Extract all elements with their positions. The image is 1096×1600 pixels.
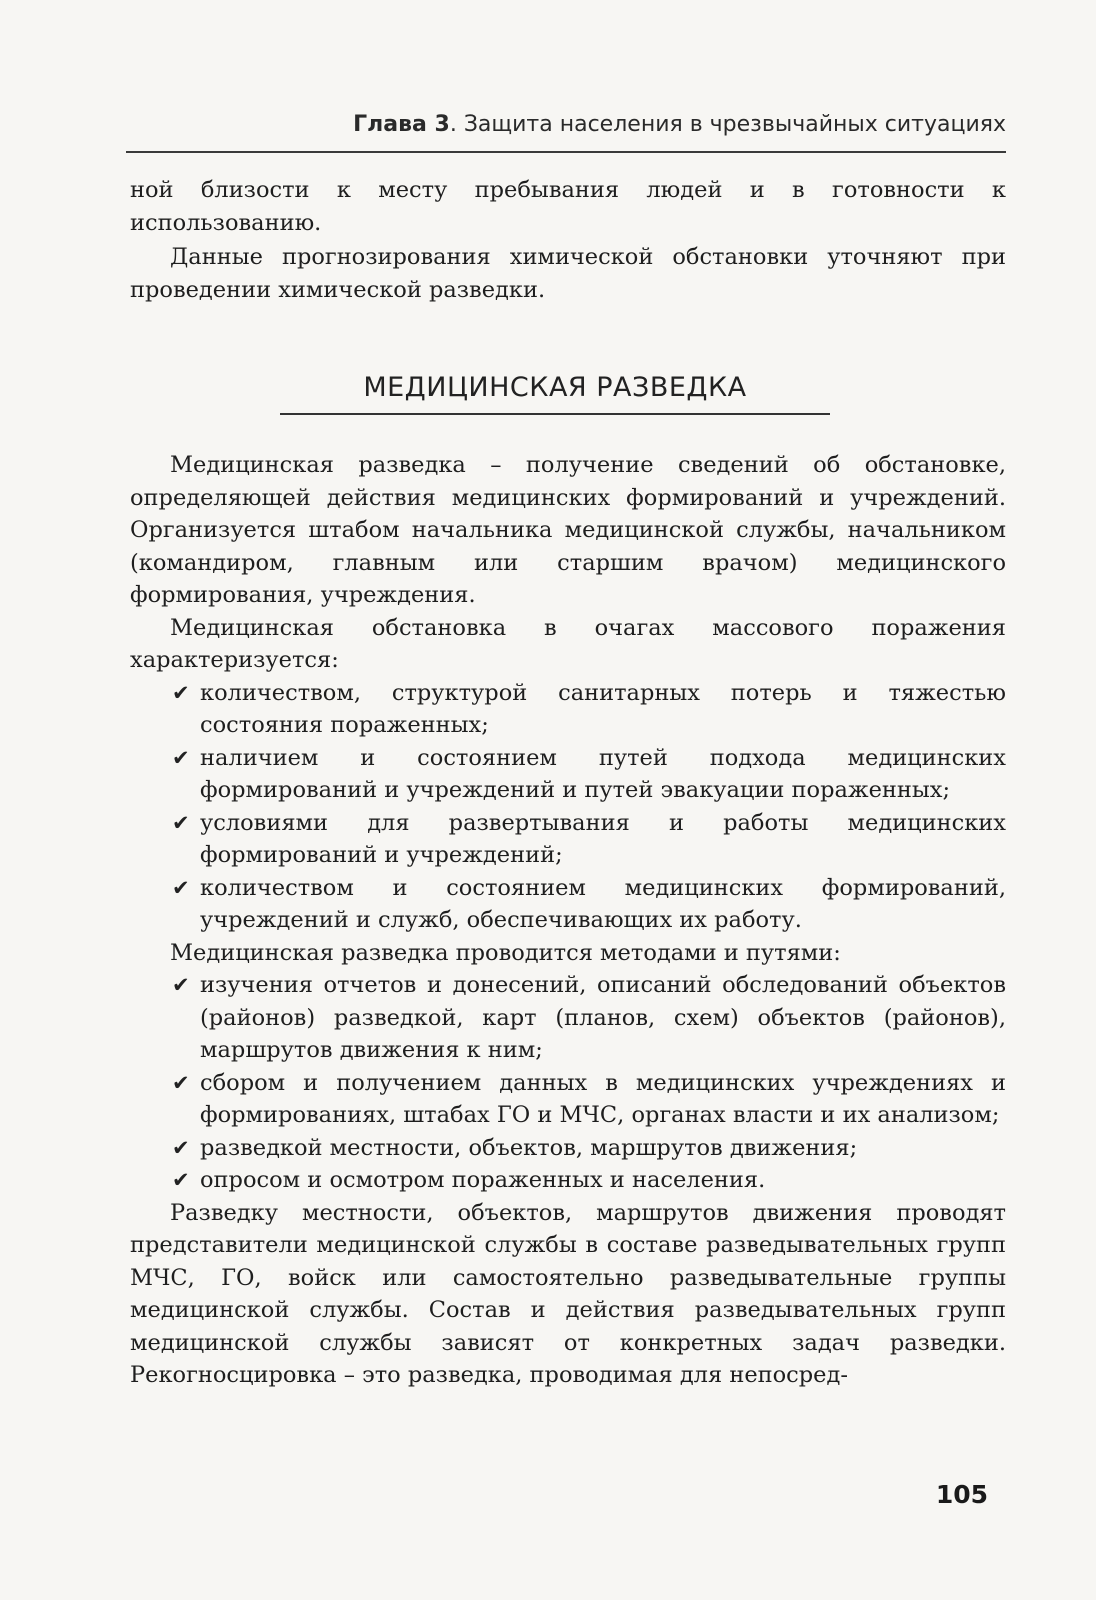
check-icon: ✔ <box>172 973 190 997</box>
list-item-text: опросом и осмотром пораженных и населения. <box>200 1167 766 1193</box>
list-item-text: количеством, структурой санитарных потерь и тяжестью состояния пораженных; <box>200 679 1006 738</box>
list-item-text: количеством и состоянием медицинских формирований, учреждений и служб, обеспечивающих их работу. <box>200 874 1006 933</box>
list-item-text: разведкой местности, объектов, маршрутов движения; <box>200 1134 858 1161</box>
intro-paragraph-2: Данные прогнозирования химической обстановки уточняют при проведении химической разведки. <box>130 244 1006 303</box>
list-item-text: наличием и состоянием путей подхода медицинских формирований и учреждений и путей эвакуации пораженных; <box>200 744 1006 803</box>
section-title-underline <box>280 413 830 415</box>
situation-lead-paragraph: Медицинская обстановка в очагах массового поражения характеризуется: <box>130 614 1006 673</box>
definition-paragraph: Медицинская разведка – получение сведений об обстановке, определяющей действия медицинских формирований и учреждений. Организуется штабом начальника медицинской службы, начальником (командиром, главным или старшим врачом) медицинского формирования, учреждения. <box>130 452 1006 608</box>
header-divider <box>126 151 1006 153</box>
list-item <box>172 872 1006 937</box>
chapter-title: . Защита населения в чрезвычайных ситуациях <box>449 112 1006 137</box>
intro-block <box>130 174 1006 306</box>
list-item <box>172 1132 1006 1165</box>
running-head <box>126 112 1006 137</box>
check-icon: ✔ <box>172 680 190 705</box>
situation-list <box>130 677 1006 937</box>
check-icon: ✔ <box>172 1135 190 1160</box>
chapter-label: Глава 3 <box>353 112 450 137</box>
list-item <box>172 742 1006 807</box>
list-item-text: условиями для развертывания и работы медицинских формирований и учреждений; <box>200 809 1006 868</box>
list-item-text: сбором и получением данных в медицинских учреждениях и формированиях, штабах ГО и МЧС, органах власти и их анализом; <box>200 1069 1006 1128</box>
page-number: 105 <box>935 1480 988 1509</box>
list-item <box>172 1067 1006 1132</box>
section-body <box>130 449 1006 1392</box>
list-item <box>172 807 1006 872</box>
check-icon: ✔ <box>172 1168 190 1192</box>
list-item-text: изучения отчетов и донесений, описаний обследований объектов (районов) разведкой, карт (планов, схем) объектов (районов), маршрутов движения к ним; <box>200 972 1006 1063</box>
check-icon: ✔ <box>172 810 190 835</box>
section-title: МЕДИЦИНСКАЯ РАЗВЕДКА <box>363 372 747 403</box>
methods-list <box>130 969 1006 1197</box>
list-item <box>172 677 1006 742</box>
methods-lead-paragraph: Медицинская разведка проводится методами и путями: <box>170 939 841 966</box>
check-icon: ✔ <box>172 1070 190 1095</box>
list-item <box>172 1164 1006 1197</box>
check-icon: ✔ <box>172 745 190 770</box>
closing-paragraph: Разведку местности, объектов, маршрутов движения проводят представители медицинской службы в составе разведывательных групп МЧС, ГО, войск или самостоятельно разведывательные группы медицинской службы. Состав и действия разведывательных групп медицинской службы зависят от конкретных задач разведки. Рекогносцировка – это разведка, проводимая для непосред- <box>130 1199 1006 1388</box>
list-item <box>172 969 1006 1067</box>
check-icon: ✔ <box>172 875 190 900</box>
intro-paragraph-1: ной близости к месту пребывания людей и в готовности к использованию. <box>130 177 1006 236</box>
